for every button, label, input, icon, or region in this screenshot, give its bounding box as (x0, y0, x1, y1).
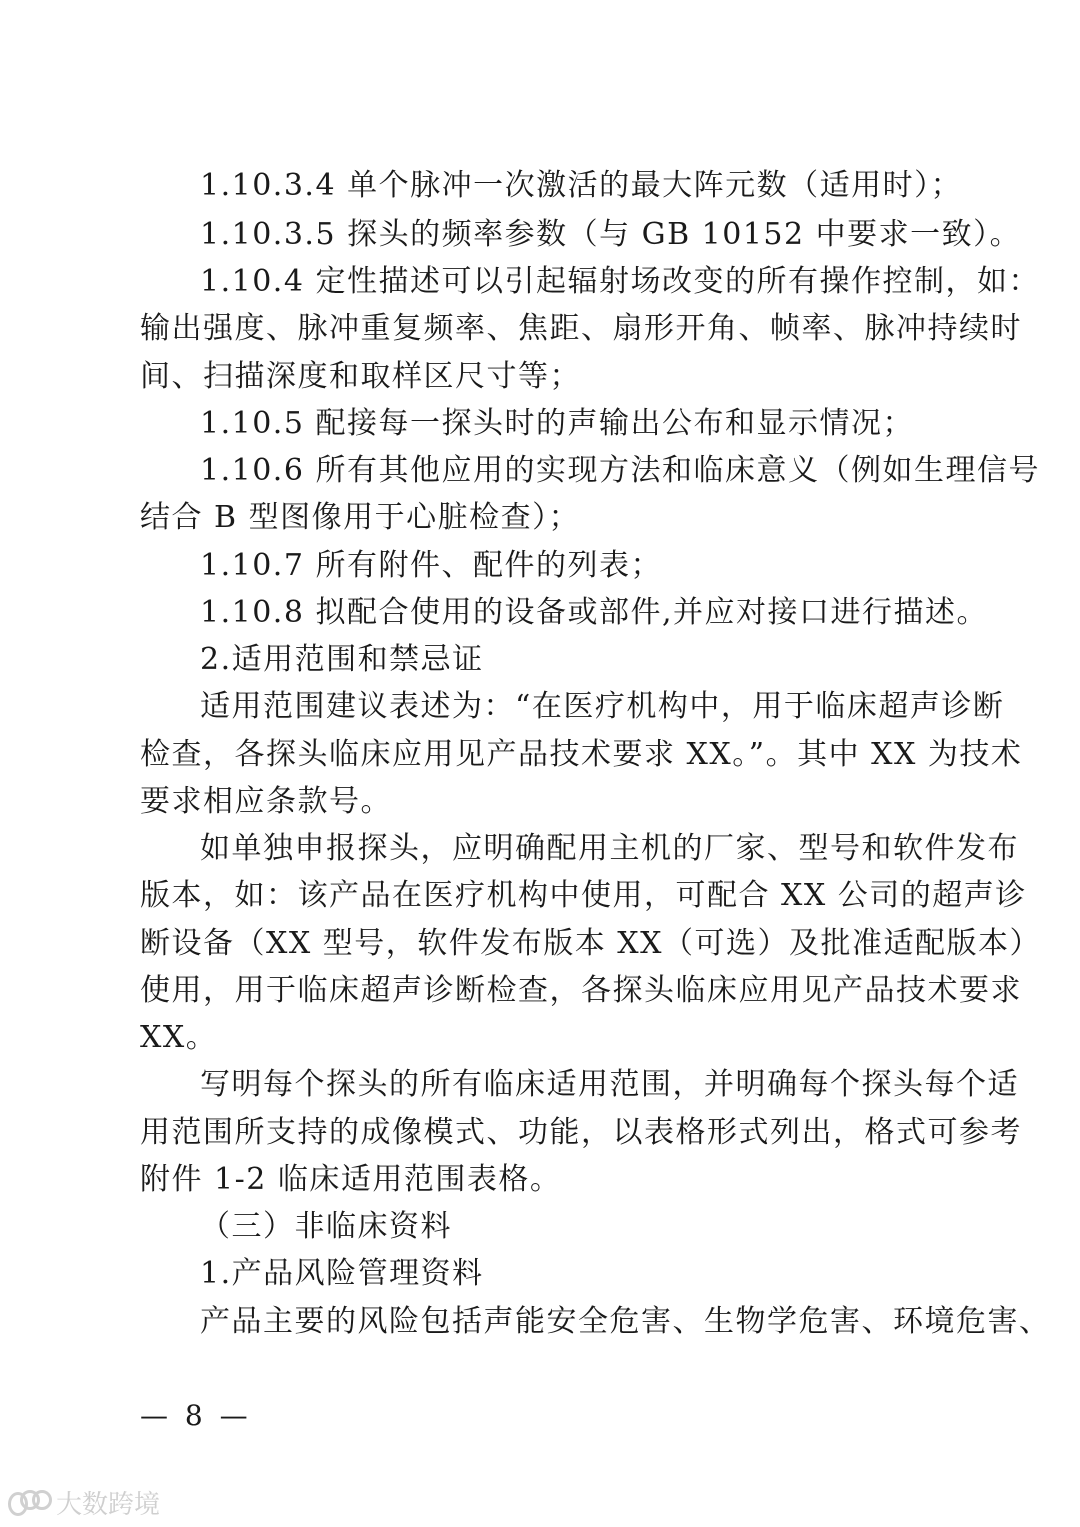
text-line: 结合 B 型图像用于心脏检查）； (140, 500, 581, 535)
watermark (8, 1484, 160, 1521)
text-line: 1.10.3.4 单个脉冲一次激活的最大阵元数（适用时）； (200, 168, 963, 203)
section-heading: 2.适用范围和禁忌证 (200, 642, 484, 677)
text-line: 1.10.4 定性描述可以引起辐射场改变的所有操作控制，如： (200, 264, 1040, 299)
watermark-logo-icon (8, 1488, 52, 1518)
text-line: 1.10.5 配接每一探头时的声输出公布和显示情况； (200, 406, 914, 441)
section-heading: 1.产品风险管理资料 (200, 1256, 484, 1291)
text-line: 1.10.6 所有其他应用的实现方法和临床意义（例如生理信号 (200, 453, 1040, 488)
page-number: — 8 — (140, 1399, 252, 1432)
text-line: XX。 (140, 1020, 218, 1055)
text-line: 断设备（XX 型号，软件发布版本 XX（可选）及批准适配版本） (140, 926, 1042, 961)
text-line: 要求相应条款号。 (140, 784, 392, 819)
text-line: 版本，如：该产品在医疗机构中使用，可配合 XX 公司的超声诊 (140, 878, 1027, 913)
text-line: 附件 1-2 临床适用范围表格。 (140, 1162, 562, 1197)
text-line: 如单独申报探头，应明确配用主机的厂家、型号和软件发布 (200, 831, 1019, 866)
text-line: 检查，各探头临床应用见产品技术要求 XX。”。其中 XX 为技术 (140, 737, 1023, 772)
watermark-text: 大数跨境 (56, 1490, 161, 1520)
text-line: 写明每个探头的所有临床适用范围，并明确每个探头每个适 (200, 1067, 1019, 1102)
text-line: 间、扫描深度和取样区尺寸等； (140, 359, 581, 394)
section-heading: （三）非临床资料 (200, 1209, 452, 1244)
text-line: 用范围所支持的成像模式、功能，以表格形式列出，格式可参考 (140, 1115, 1022, 1150)
text-line: 使用，用于临床超声诊断检查，各探头临床应用见产品技术要求 (140, 973, 1022, 1008)
text-line: 1.10.7 所有附件、配件的列表； (200, 548, 662, 583)
text-line: 适用范围建议表述为：“在医疗机构中，用于临床超声诊断 (200, 689, 1005, 724)
text-line: 输出强度、脉冲重复频率、焦距、扇形开角、帧率、脉冲持续时 (140, 311, 1022, 346)
text-line: 1.10.3.5 探头的频率参数（与 GB 10152 中要求一致）。 (200, 217, 1022, 252)
text-line: 产品主要的风险包括声能安全危害、生物学危害、环境危害、 (200, 1304, 1051, 1339)
text-line: 1.10.8 拟配合使用的设备或部件,并应对接口进行描述。 (200, 595, 988, 630)
